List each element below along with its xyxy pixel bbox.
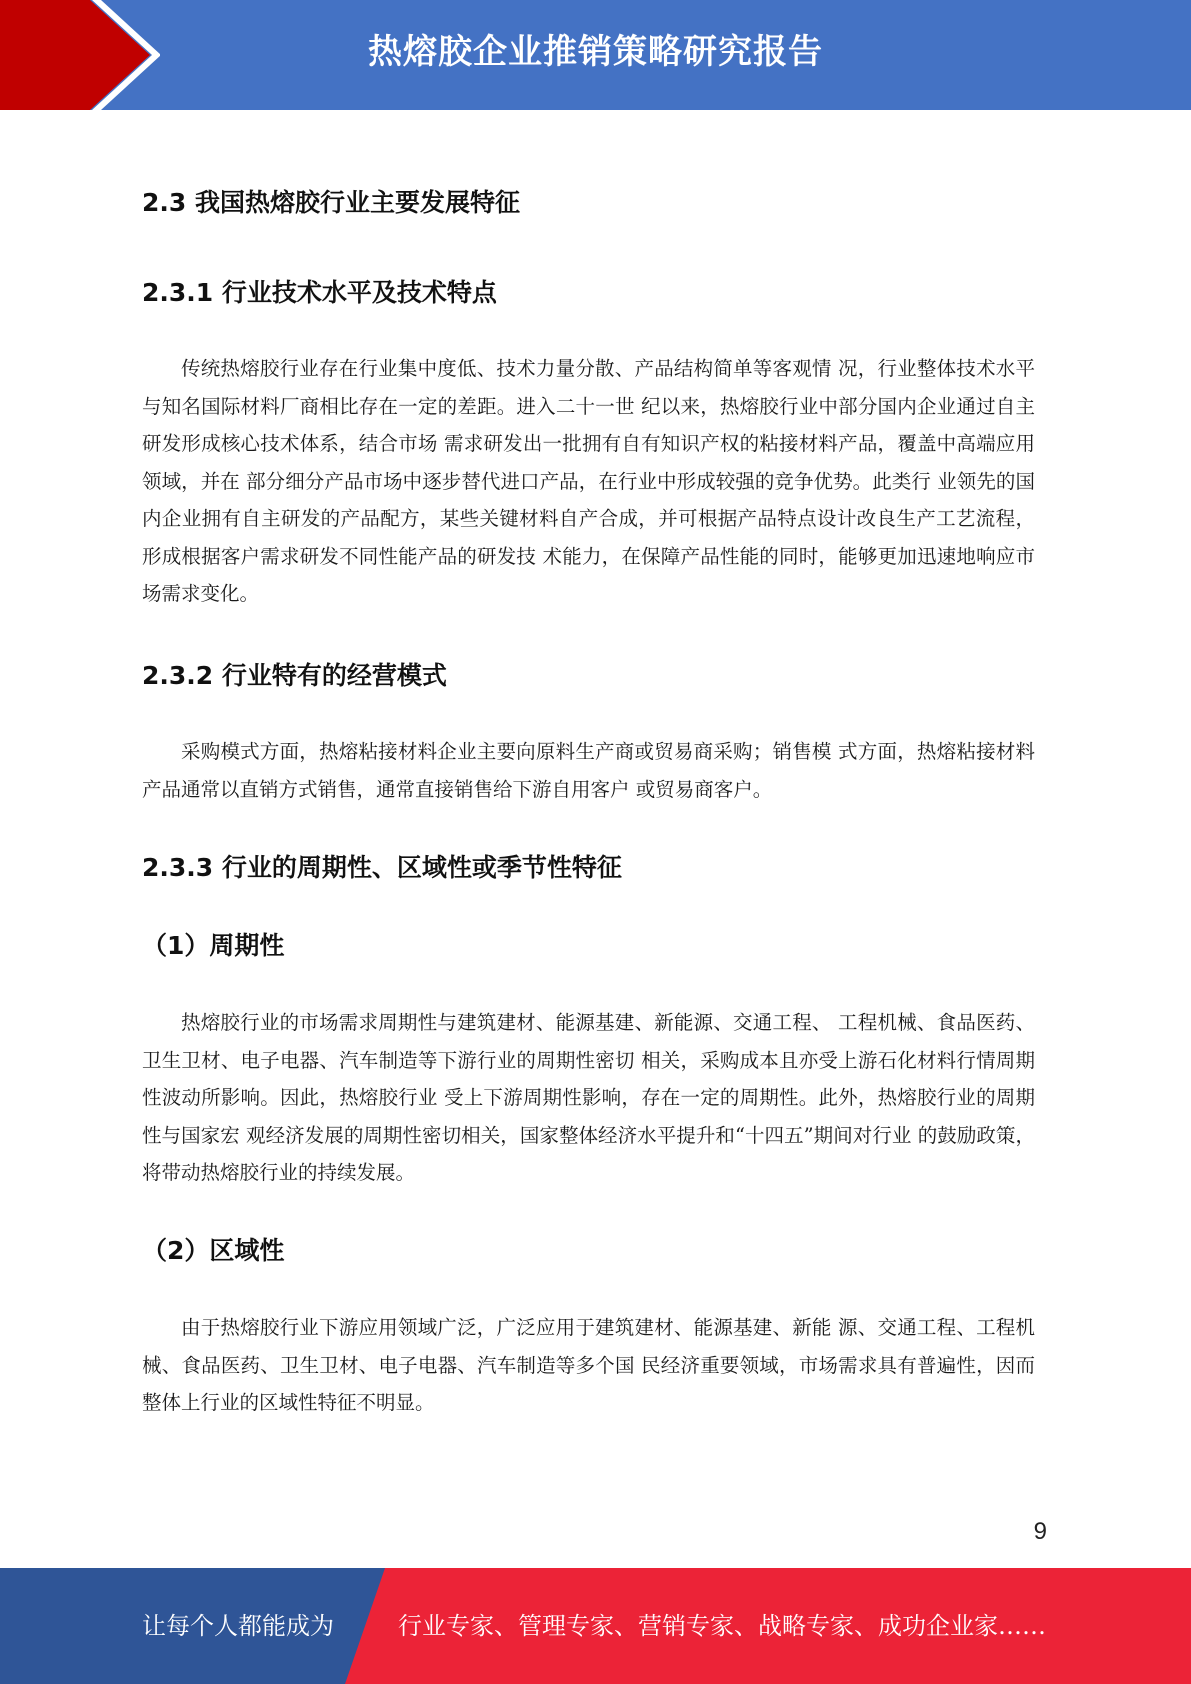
paragraph-business-model: 采购模式方面，热熔粘接材料企业主要向原料生产商或贸易商采购；销售模 式方面，热熔粘接材料产品通常以直销方式销售，通常直接销售给下游自用客户 或贸易商客户。 <box>142 740 1035 801</box>
footer-banner <box>0 1568 1191 1684</box>
header-banner <box>0 0 1191 110</box>
section-heading-2-3-1: 2.3.1 行业技术水平及技术特点 <box>142 278 497 307</box>
paragraph-cyclicality: 热熔胶行业的市场需求周期性与建筑建材、能源基建、新能源、交通工程、 工程机械、食品医药、卫生卫材、电子电器、汽车制造等下游行业的周期性密切 相关，采购成本且亦受上游石化材料行情周期性波动所影响。因此，热熔胶行业 受上下游周期性影响，存在一定的周期性。此外，热熔胶行业的周期性与国家宏 观经济发展的周期性密切相关，国家整体经济水平提升和“十四五”期间对行业 的鼓励政策，将带动热熔胶行业的持续发展。 <box>142 1011 1035 1184</box>
section-heading-2-3: 2.3 我国热熔胶行业主要发展特征 <box>142 188 520 217</box>
section-heading-2-3-3: 2.3.3 行业的周期性、区域性或季节性特征 <box>142 853 622 882</box>
paragraph-regionality: 由于热熔胶行业下游应用领域广泛，广泛应用于建筑建材、能源基建、新能 源、交通工程、工程机械、食品医药、卫生卫材、电子电器、汽车制造等多个国 民经济重要领域，市场需求具有普遍性，因而整体上行业的区域性特征不明显。 <box>142 1316 1035 1414</box>
section-heading-2-3-2: 2.3.2 行业特有的经营模式 <box>142 661 447 690</box>
paragraph-tech-level: 传统热熔胶行业存在行业集中度低、技术力量分散、产品结构简单等客观情 况，行业整体技术水平与知名国际材料厂商相比存在一定的差距。进入二十一世 纪以来，热熔胶行业中部分国内企业通过自主研发形成核心技术体系，结合市场 需求研发出一批拥有自有知识产权的粘接材料产品，覆盖中高端应用领域，并在 部分细分产品市场中逐步替代进口产品，在行业中形成较强的竞争优势。此类行 业领先的国内企业拥有自主研发的产品配方，某些关键材料自产合成，并可根据产品特点设计改良生产工艺流程，形成根据客户需求研发不同性能产品的研发技 术能力，在保障产品性能的同时，能够更加迅速地响应市场需求变化。 <box>142 357 1035 605</box>
report-title: 热熔胶企业推销策略研究报告 <box>368 32 823 72</box>
subheading-regionality: （2）区域性 <box>142 1236 285 1265</box>
subheading-cyclicality: （1）周期性 <box>142 931 285 960</box>
footer-slogan-right: 行业专家、管理专家、营销专家、战略专家、成功企业家…… <box>398 1612 1046 1640</box>
page-number: 9 <box>1033 1518 1047 1545</box>
footer-slogan-left: 让每个人都能成为 <box>142 1612 334 1640</box>
